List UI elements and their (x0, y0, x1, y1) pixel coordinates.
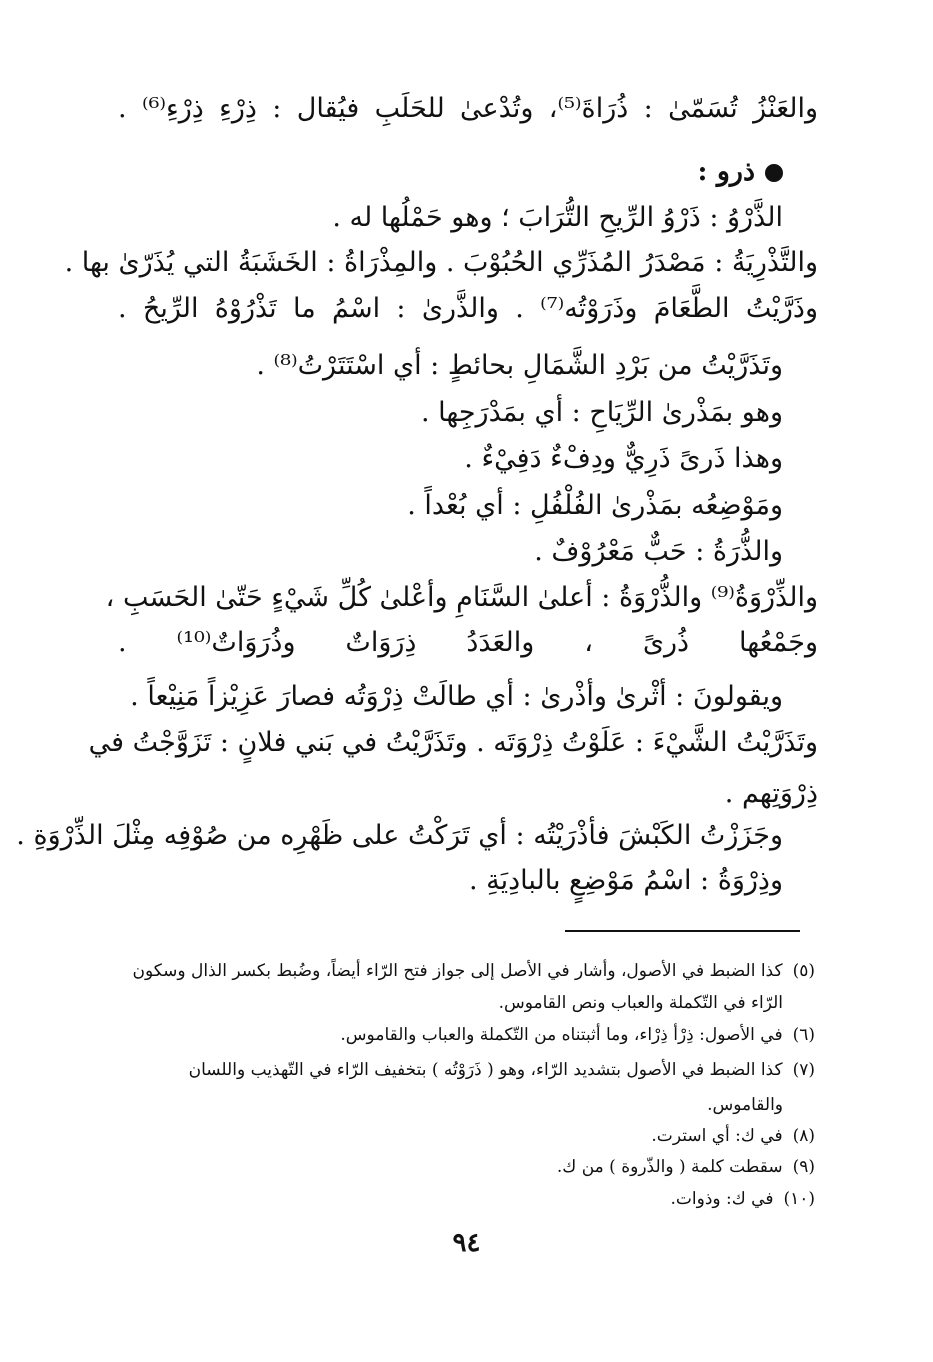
footnote (95, 1121, 815, 1151)
text-line: وتَذَرَّيْتُ من بَرْدِ الشَّمَالِ بحائطٍ : أي اسْتَتَرْتُ⁽⁸⁾ . (256, 350, 783, 381)
text-line: وهذا ذَرىً ذَرِيٌّ ودِفْءٌ دَفِيْءٌ . (464, 443, 783, 474)
footnote-number: (٧) (792, 1060, 815, 1080)
text-line-content: والعَنْزُ تُسَمّىٰ : ذُرَاةَ⁽⁵⁾، وتُدْعىٰ للحَلَبِ فيُقال : ذِرْءِ ذِرْءِ⁽⁶⁾ . (118, 93, 818, 124)
text-line: ذِرْوَتِهم . (724, 778, 818, 809)
footnote-text: في الأصول: ذِرْأ ذِرْاء، وما أثبتناه من التّكملة والعباب والقاموس. (340, 1025, 783, 1045)
text-line: وذَرَّيْتُ الطَّعَامَ وذَرَوْتُه⁽⁷⁾ . والذَّرىٰ : اسْمُ ما تَذْرُوْهُ الرِّيحُ . (118, 293, 818, 324)
footnote-number: (٥) (792, 961, 815, 981)
text-line: والتَّذْرِيَةُ : مَصْدَرُ المُذَرِّي الحُبُوْبَ . والمِذْرَاةُ : الخَشَبَةُ التي يُذَرّىٰ بها . (64, 247, 818, 278)
text-line: والذُّرَةُ : حَبٌّ مَعْرُوْفٌ . (534, 536, 783, 567)
footnote-divider (565, 930, 800, 932)
text-line: والذِّرْوَةُ⁽⁹⁾ والذُّرْوَةُ : أعلىٰ السَّنَامِ وأعْلىٰ كُلِّ شَيْءٍ حَتّىٰ الحَسَبِ ، (105, 582, 818, 613)
footnote-number: (٦) (792, 1025, 815, 1045)
footnote-text: في ك: أي استرت. (651, 1126, 783, 1146)
entry-heading (103, 150, 783, 194)
footnote-number: (٨) (792, 1126, 815, 1146)
text-line (118, 87, 818, 131)
footnote-text: كذا الضبط في الأصول، وأشار في الأصل إلى جواز فتح الرّاء أيضاً، وضُبط بكسر الذال وسكون (132, 961, 783, 981)
footnote-text: في ك: وذوات. (670, 1189, 774, 1209)
footnote-number: (٩) (792, 1157, 815, 1177)
page-number: ٩٤ (452, 1228, 481, 1258)
text-line: وتَذَرَّيْتُ الشَّيْءَ : عَلَوْتُ ذِرْوَتَه . وتَذَرَّيْتُ في بَني فلانٍ : تَزَوَّجْتُ في (88, 727, 818, 758)
bullet-icon (765, 164, 783, 182)
text-line: ومَوْضِعُه بمَذْرىٰ الفُلْفُلِ : أي بُعْداً . (407, 490, 783, 521)
text-line: وجَمْعُها ذُرىً ، والعَدَدُ ذِرَوَاتٌ وذُرَوَاتٌ⁽¹⁰⁾ . (118, 627, 819, 658)
footnote (95, 956, 815, 986)
entry-heading-text: ذرو : (697, 156, 755, 187)
text-line: الذَّرْوُ : ذَرْوُ الرِّيحِ التُّرَابَ ؛ وهو حَمْلُها له . (332, 202, 783, 233)
footnote (95, 1055, 815, 1085)
footnote (95, 1020, 815, 1050)
text-line: وجَزَزْتُ الكَبْشَ فأذْرَيْتُه : أي تَرَكْتُ على ظَهْرِه من صُوْفِه مِثْلَ الذِّرْوَةِ . (16, 820, 783, 851)
footnote-text: سقطت كلمة ( والذّروة ) من ك. (556, 1157, 783, 1177)
footnote (95, 1184, 815, 1214)
text-line: وهو بمَذْرىٰ الرِّيَاحِ : أي بمَدْرَجِها . (421, 397, 783, 428)
footnote-text: كذا الضبط في الأصول بتشديد الرّاء، وهو ( ذَرَوْتُه ) بتخفيف الرّاء في التّهذيب واللسان (188, 1060, 783, 1080)
text-line: ويقولونَ : أثْرىٰ وأذْرىٰ : أي طالَتْ ذِرْوَتُه فصارَ عَزِيْزاً مَنِيْعاً . (130, 681, 783, 712)
footnote-continuation: الرّاء في التّكملة والعباب ونص القاموس. (498, 993, 783, 1013)
footnote (95, 1152, 815, 1182)
footnote-continuation: والقاموس. (707, 1095, 783, 1115)
text-line: وذِرْوَةُ : اسْمُ مَوْضِعٍ بالبادِيَةِ . (468, 865, 783, 896)
footnote-number: (١٠) (783, 1189, 815, 1209)
